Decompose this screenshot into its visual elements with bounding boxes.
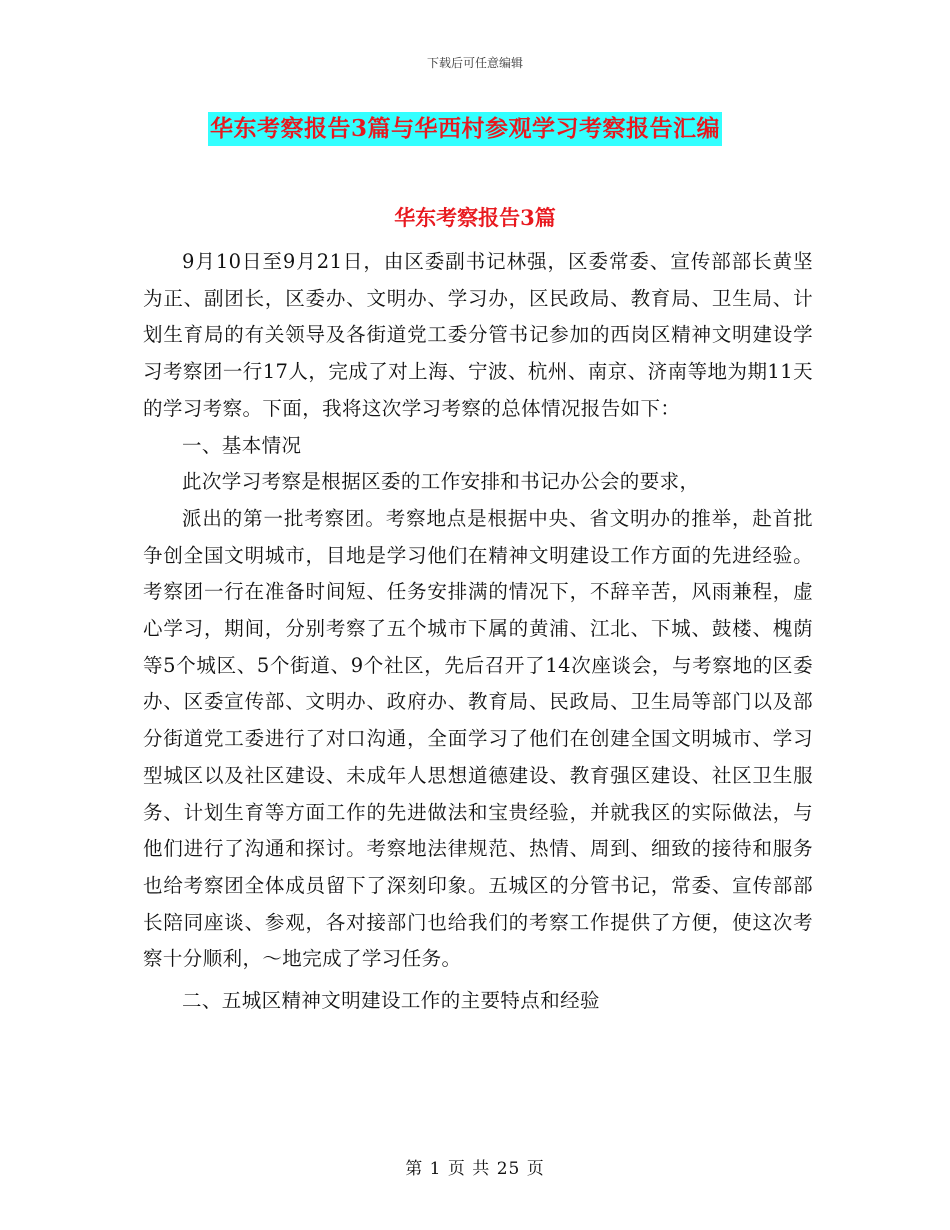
document-body xyxy=(143,244,813,1020)
paragraph-details: 派出的第一批考察团。考察地点是根据中央、省文明办的推举，赴首批争创全国文明城市，目地是学习他们在精神文明建设工作方面的先进经验。考察团一行在准备时间短、任务安排满的情况下，不辞辛苦，风雨兼程，虚心学习，期间，分别考察了五个城市下属的黄浦、江北、下城、鼓楼、槐荫等5个城区、5个街道、9个社区，先后召开了14次座谈会，与考察地的区委办、区委宣传部、文明办、政府办、教育局、民政局、卫生局等部门以及部分街道党工委进行了对口沟通，全面学习了他们在创建全国文明城市、学习型城区以及社区建设、未成年人思想道德建设、教育强区建设、社区卫生服务、计划生育等方面工作的先进做法和宝贵经验，并就我区的实际做法，与他们进行了沟通和探讨。考察地法律规范、热情、周到、细致的接待和服务也给考察团全体成员留下了深刻印象。五城区的分管书记，常委、宣传部部长陪同座谈、参观，各对接部门也给我们的考察工作提供了方便，使这次考察十分顺利，～地完成了学习任务。 xyxy=(143,506,813,971)
heading-main-features: 二、五城区精神文明建设工作的主要特点和经验 xyxy=(182,989,600,1013)
header-note: 下载后可任意编辑 xyxy=(426,56,523,70)
paragraph-purpose: 此次学习考察是根据区委的工作安排和书记办公会的要求， xyxy=(182,470,700,494)
section-title: 华东考察报告3篇 xyxy=(394,205,556,230)
heading-basic-situation: 一、基本情况 xyxy=(182,433,302,457)
page-number-footer: 第 1 页 共 25 页 xyxy=(405,1159,545,1179)
paragraph-intro: 9月10日至9月21日，由区委副书记林强，区委常委、宣传部部长黄坚为正、副团长，区委办、文明办、学习办，区民政局、教育局、卫生局、计划生育局的有关领导及各街道党工委分管书记参加的西岗区精神文明建设学习考察团一行17人，完成了对上海、宁波、杭州、南京、济南等地为期11天的学习考察。下面，我将这次学习考察的总体情况报告如下： xyxy=(143,250,813,420)
document-main-title: 华东考察报告3篇与华西村参观学习考察报告汇编 xyxy=(208,112,722,146)
